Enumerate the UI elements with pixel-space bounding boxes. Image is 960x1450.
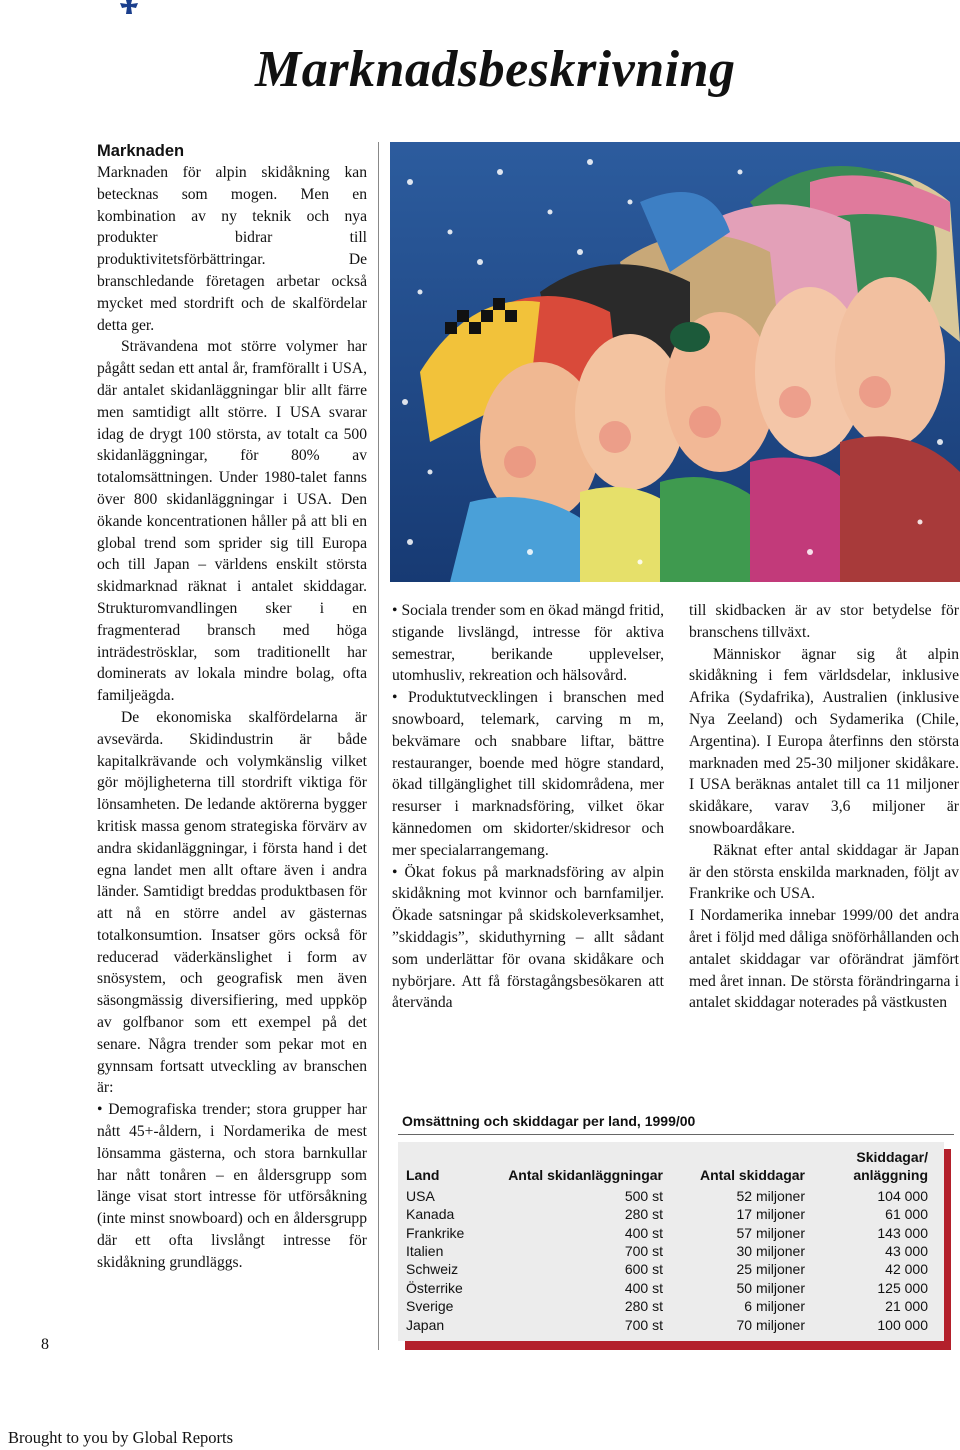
bullet-paragraph: • Sociala trender som en ökad mängd fritid, stigande livslängd, intresse för aktiva semestrar, berikande upplevelser, utomhusliv, rekreation och hälsovård.: [392, 602, 664, 685]
cell-land: USA: [406, 1187, 435, 1204]
cell-skidanlaggningar: 700 st: [624, 1243, 663, 1260]
cell-skiddagar-per-anlaggning: 125 000: [877, 1279, 928, 1296]
table-title: Omsättning och skiddagar per land, 1999/00: [402, 1113, 696, 1129]
table-row: [398, 1260, 944, 1278]
page-number: 8: [41, 1336, 49, 1353]
paragraph: Räknat efter antal skiddagar är Japan är den största enskilda marknaden, följt av Frankrike och USA.: [689, 841, 959, 903]
column-divider: [378, 142, 379, 1350]
cell-skiddagar-per-anlaggning: 43 000: [885, 1243, 928, 1260]
column-right: [689, 600, 959, 1014]
cell-land: Kanada: [406, 1206, 455, 1223]
cell-skiddagar: 6 miljoner: [744, 1298, 805, 1315]
skiers-illustration: [390, 142, 960, 582]
header-land: Land: [406, 1167, 440, 1184]
cell-skiddagar-per-anlaggning: 143 000: [877, 1224, 928, 1241]
cell-skidanlaggningar: 280 st: [624, 1206, 663, 1223]
cell-skidanlaggningar: 280 st: [624, 1298, 663, 1315]
cell-skiddagar-per-anlaggning: 104 000: [877, 1187, 928, 1204]
paragraph: Människor ägnar sig åt alpin skidåkning i fem världsdelar, inklusive Afrika (Sydafrika), Australien (inklusive Nya Zeeland) och Sydamerika (Chile, Argentina). I Europa återfinns den största marknaden med 25-30 miljoner skidåkare. I USA beräknas antalet till ca 11 miljoner skidåkare, varav 3,6 miljoner är snowboardåkare.: [689, 645, 959, 837]
table-row: [398, 1224, 944, 1242]
table-rule: [398, 1134, 954, 1135]
cell-skidanlaggningar: 700 st: [624, 1316, 663, 1333]
column-left: [97, 140, 367, 1274]
header-skiddagar: Antal skiddagar: [699, 1167, 805, 1184]
cell-skidanlaggningar: 400 st: [624, 1279, 663, 1296]
cell-skiddagar: 17 miljoner: [736, 1206, 805, 1223]
paragraph: Marknaden för alpin skidåkning kan betecknas som mogen. Men en kombination av ny teknik och nya produkter bidrar till produktivitetsförbättringar. De branschledande företagen arbetar också mycket med stordrift och de skalfördelar detta ger.: [97, 164, 367, 334]
cell-land: Japan: [406, 1316, 445, 1333]
table-row: [398, 1205, 944, 1223]
paragraph: De ekonomiska skalfördelarna är avsevärda. Skidindustrin är både kapitalkrävande och volymkänslig vilket gör möjligheterna till stordrift viktiga för lönsamheten. De ledande aktörerna bygger kritisk massa genom strategiska förvärv av andra skidanläggningar, i första hand i det egna landet men allt oftare även i andra länder. Samtidigt breddas produktbasen för att nå en större andel av gästernas totalkonsumtion. Insatser görs också för reducerad väderkänslighet i form av snösystem, och geografisk men även säsongmässig diversifiering, med uppköp av golfbanor som ett exempel på det senare. Några trender som pekar mot en gynnsam fortsatt utveckling av branschen är:: [97, 708, 367, 1097]
data-table: [398, 1142, 944, 1341]
cell-skiddagar: 50 miljoner: [736, 1279, 805, 1296]
blue-cross-logo-icon: [116, 0, 142, 14]
cell-skiddagar-per-anlaggning: 21 000: [885, 1298, 928, 1315]
cell-skiddagar-per-anlaggning: 100 000: [877, 1316, 928, 1333]
cell-land: Italien: [406, 1243, 444, 1260]
page-title: Marknadsbeskrivning: [255, 41, 736, 98]
bullet-paragraph: • Ökat fokus på marknadsföring av alpin skidåkning mot kvinnor och barnfamiljer. Ökade satsningar på skidskoleverksamhet, ”skiddagis”, skiduthyrning – allt sådant som underlättar för ovana skidåkare och nybörjare. Att få förstagångsbesökaren att återvända: [392, 863, 664, 1012]
table-row: [398, 1242, 944, 1260]
footer-credit: Brought to you by Global Reports: [8, 1428, 234, 1447]
section-heading: Marknaden: [97, 142, 185, 160]
paragraph: Strävandena mot större volymer har pågått sedan ett antal år, framförallt i USA, där antalet skidanläggningar blir allt färre men samtidigt allt större. I USA svarar idag de drygt 100 största, av totalt ca 500 skidanläggningar, för 80% av totalomsättningen. Under 1980-talet fanns över 800 skidanläggningar i USA. Den ökande koncentrationen håller på att bli en global trend som sprider sig till Europa och till Japan – världens enskilt största skidmarknad räknat i antalet skiddagar. Strukturomvandlingen sker i en fragmenterad bransch med höga inträdeströsklar, som traditionellt har dominerats av lokala mindre bolag, ofta familjeägda.: [97, 338, 367, 705]
cell-land: Österrike: [406, 1279, 463, 1296]
bullet-paragraph: • Produktutvecklingen i branschen med snowboard, telemark, carving m m, bekvämare och snabbare liftar, bättre restauranger, boende med högre standard, ökad tillgänglighet till skidområdena, mer resurser i marknadsföring, vilket ökar kännedomen om skidorter/skidresor och mer specialarrangemang.: [392, 689, 664, 859]
column-middle: [392, 600, 664, 1014]
cell-skiddagar-per-anlaggning: 61 000: [885, 1206, 928, 1223]
cell-skiddagar: 57 miljoner: [736, 1224, 805, 1241]
header-skidanlaggningar: Antal skidanläggningar: [508, 1167, 663, 1184]
paragraph: till skidbacken är av stor betydelse för branschens tillväxt.: [689, 602, 959, 641]
cell-skiddagar-per-anlaggning: 42 000: [885, 1261, 928, 1278]
table-row: [398, 1279, 944, 1297]
bullet-paragraph: • Demografiska trender; stora grupper har nått 45+-åldern, i Nordamerika de mest lönsamma gästerna, och stora barnkullar har nått tonåren – en åldersgrupp som länge visat stort intresse för utförsåkning (inte minst snowboard) och en åldersgrupp där ett ofta livslångt intresse för skidåkning grundläggs.: [97, 1101, 367, 1271]
table-header-row: [398, 1142, 944, 1187]
cell-land: Frankrike: [406, 1224, 465, 1241]
cell-skiddagar: 25 miljoner: [736, 1261, 805, 1278]
cell-land: Sverige: [406, 1298, 454, 1315]
table-row: [398, 1297, 944, 1315]
table-row: [398, 1316, 944, 1334]
paragraph: I Nordamerika innebar 1999/00 det andra året i följd med dåliga snöförhållanden och antalet skiddagar var oförändrat jämfört med året innan. De största förändringarna i antalet skiddagar noterades på västkusten: [689, 907, 959, 1012]
cell-skidanlaggningar: 400 st: [624, 1224, 663, 1241]
table-row: [398, 1187, 944, 1205]
cell-land: Schweiz: [406, 1261, 459, 1278]
header-skiddagar-per-anlaggning: Skiddagar/ anläggning: [853, 1149, 928, 1184]
cell-skidanlaggningar: 600 st: [624, 1261, 663, 1278]
cell-skiddagar: 30 miljoner: [736, 1243, 805, 1260]
cell-skidanlaggningar: 500 st: [624, 1187, 663, 1204]
cell-skiddagar: 52 miljoner: [736, 1187, 805, 1204]
cell-skiddagar: 70 miljoner: [736, 1316, 805, 1333]
